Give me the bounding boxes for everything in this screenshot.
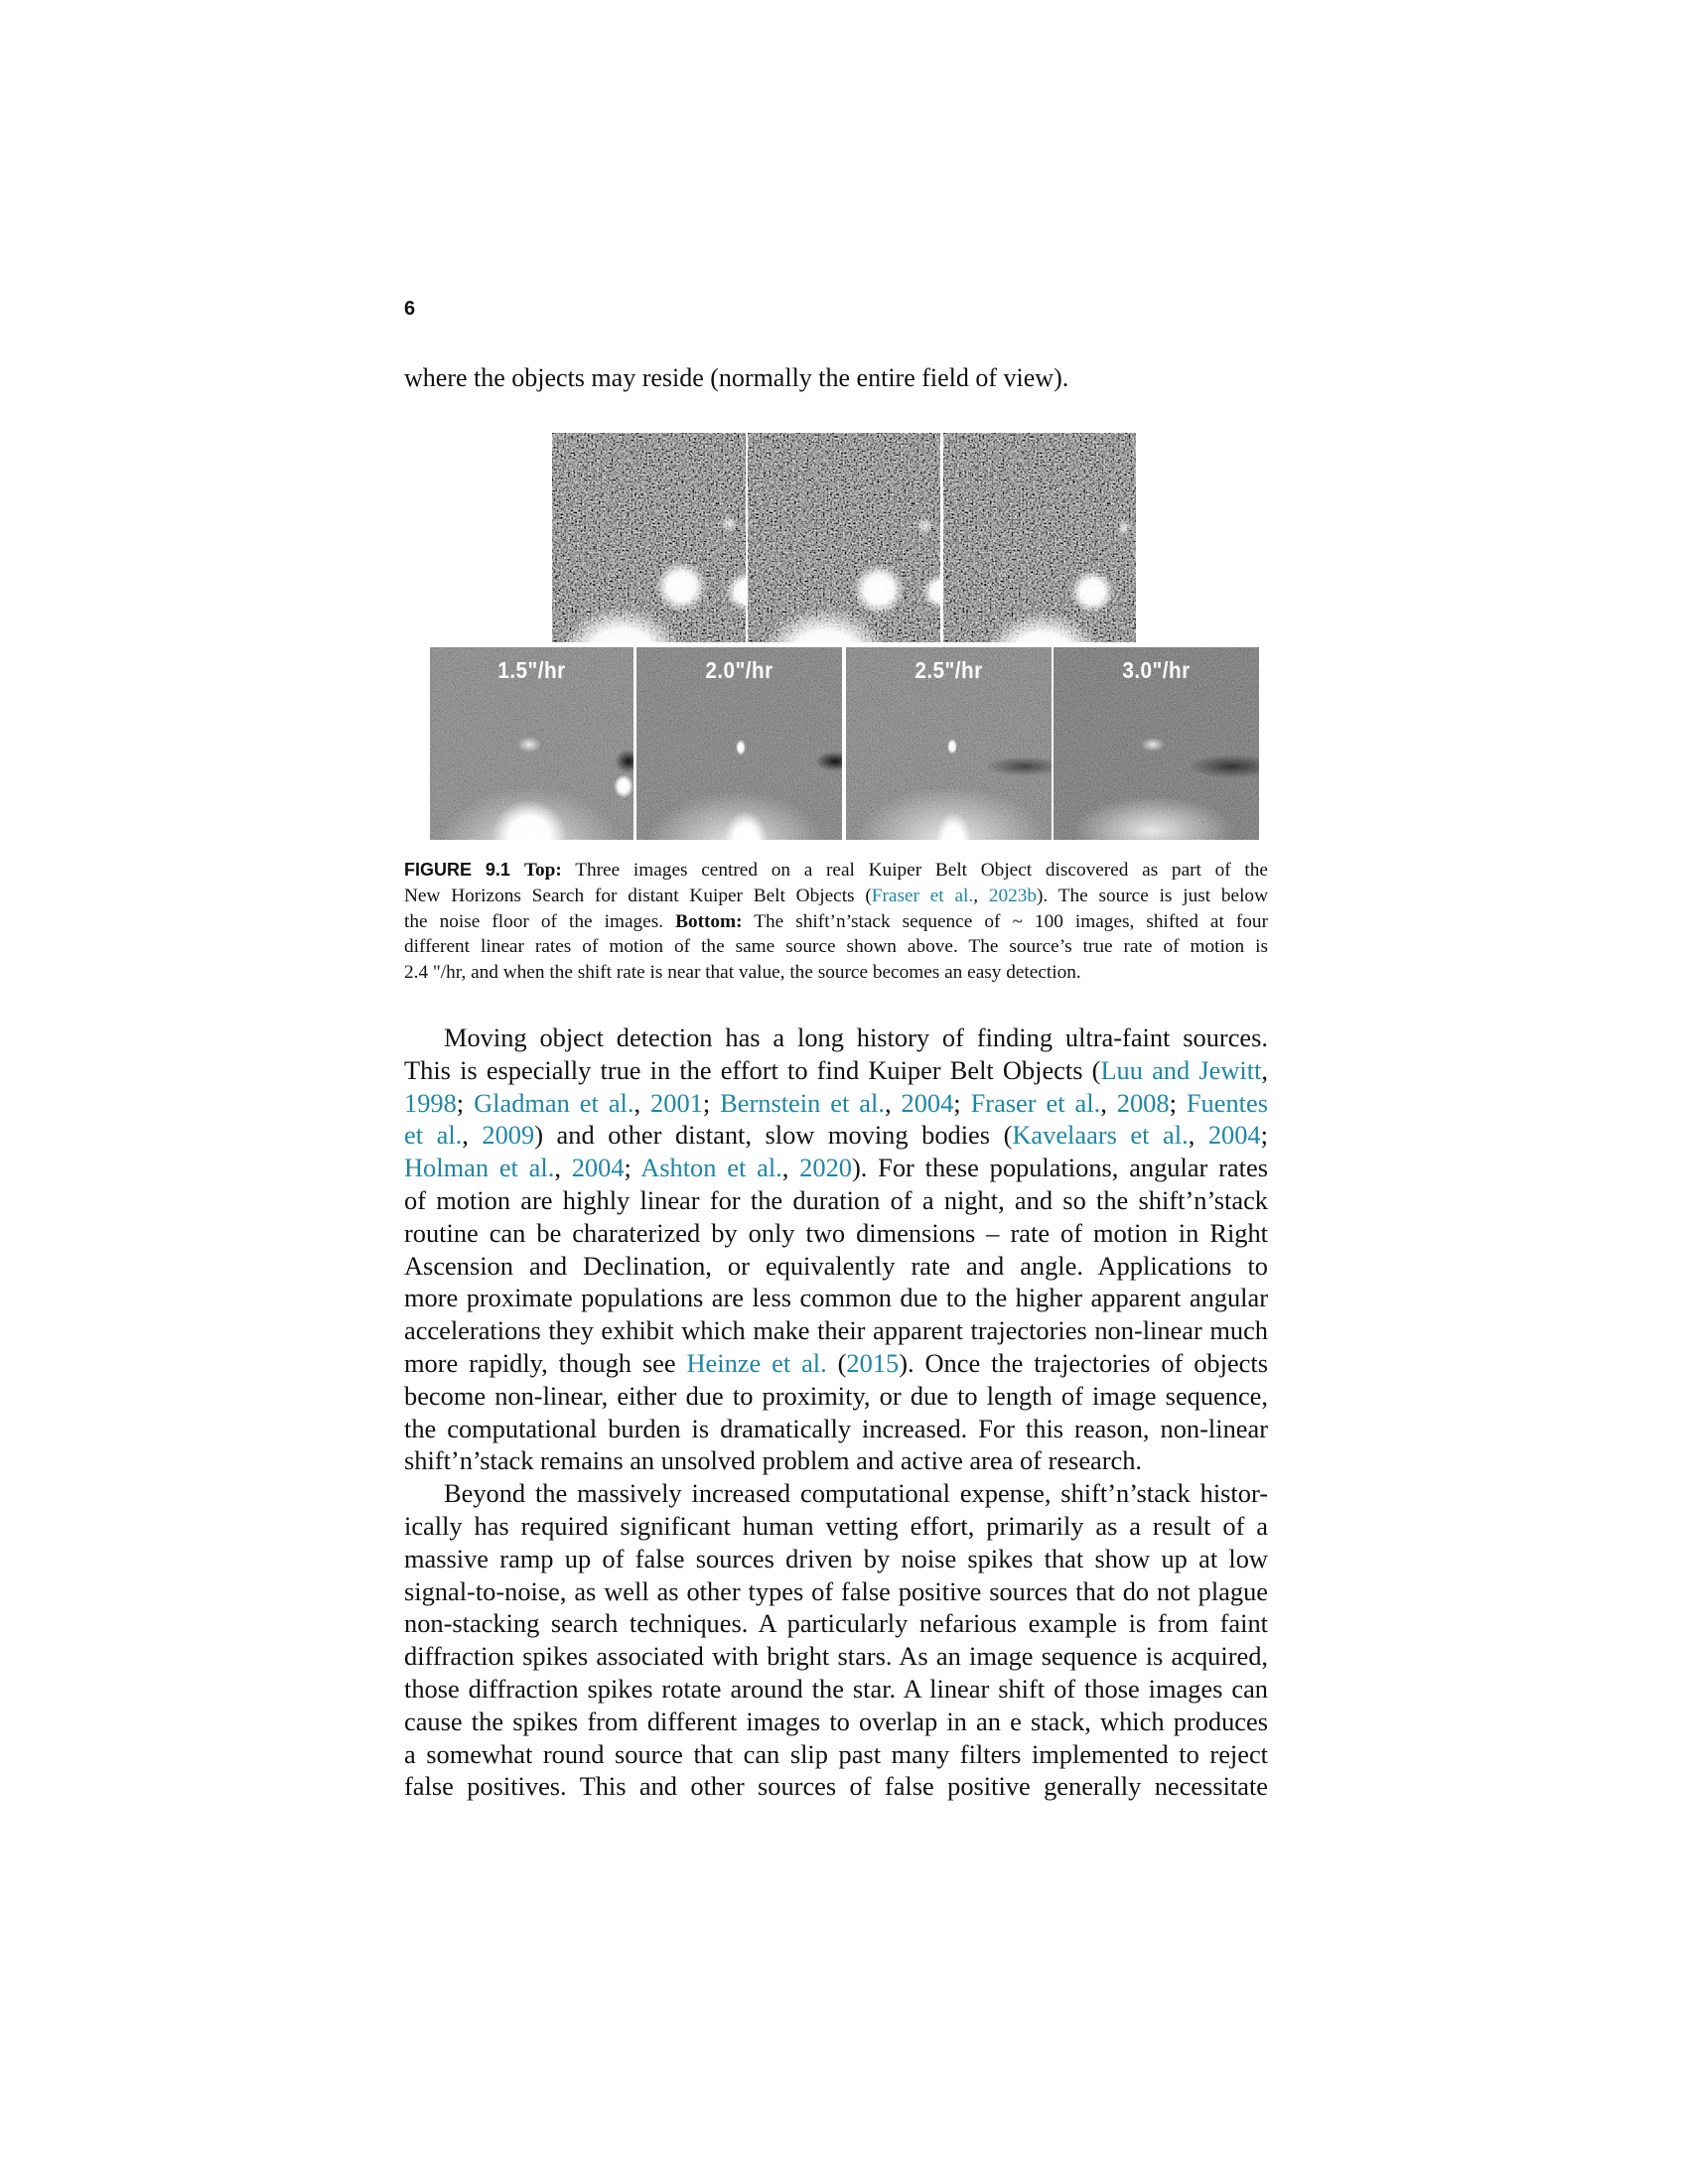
text-line: ically has required significant human vetting effort, primarily as a result of a <box>404 1510 1268 1541</box>
bottom-image-panel-3 <box>846 647 1052 840</box>
text-line: accelerations they exhibit which make their apparent trajectories non-linear much <box>404 1315 1268 1346</box>
bottom-image-panel-4 <box>1054 647 1259 840</box>
text-line: 1998; Gladman et al., 2001; Bernstein et al., 2004; Fraser et al., 2008; Fuentes <box>404 1087 1268 1118</box>
caption-line: 2.4 "/hr, and when the shift rate is near that value, the source becomes an easy detection. <box>404 962 1081 984</box>
citation-link[interactable]: Gladman et al. <box>474 1087 634 1118</box>
bottom-image-panel-1 <box>430 647 633 840</box>
text-line: Beyond the massively increased computational expense, shift’n’stack histor- <box>444 1478 1268 1509</box>
top-image-panel-3 <box>943 433 1136 642</box>
text-line: signal-to-noise, as well as other types of false positive sources that do not plague <box>404 1575 1268 1606</box>
text-line: This is especially true in the effort to find Kuiper Belt Objects (Luu and Jewitt, <box>404 1054 1268 1085</box>
rate-label: 2.5"/hr <box>914 657 983 683</box>
text-line: massive ramp up of false sources driven by noise spikes that show up at low <box>404 1543 1268 1573</box>
citation-link[interactable]: Bernstein et al. <box>720 1087 885 1118</box>
citation-link[interactable]: Kavelaars et al. <box>1012 1120 1189 1151</box>
citation-link[interactable]: Fraser et al. <box>970 1087 1101 1118</box>
caption-bottom-label: Bottom: <box>675 910 743 932</box>
caption-text: , <box>973 885 989 906</box>
citation-link[interactable]: Ashton et al. <box>640 1153 782 1183</box>
caption-line <box>404 858 1268 884</box>
citation-year-link[interactable]: 2015 <box>846 1347 900 1378</box>
text-line: become non-linear, either due to proximity, or due to length of image sequence, <box>404 1380 1268 1411</box>
text-line: more proximate populations are less common due to the higher apparent angular <box>404 1283 1268 1313</box>
top-image-panel-1 <box>552 433 746 642</box>
text-line: of motion are highly linear for the duration of a night, and so the shift’n’stack <box>404 1184 1268 1215</box>
paragraph-2 <box>404 1477 1268 1803</box>
citation-link[interactable]: Fraser et al. <box>871 885 974 906</box>
citation-link[interactable]: Luu and Jewitt <box>1100 1054 1262 1085</box>
bottom-image-panel-2 <box>636 647 842 840</box>
lead-line: where the objects may reside (normally the entire field of view). <box>404 363 1069 392</box>
text-line: a somewhat round source that can slip past many filters implemented to reject <box>404 1738 1268 1769</box>
text-line: the computational burden is dramatically increased. For this reason, non-linear <box>404 1413 1268 1443</box>
citation-link[interactable]: Heinze et al. <box>686 1347 827 1378</box>
citation-year-link[interactable]: 2023b <box>988 885 1038 906</box>
page-number: 6 <box>404 298 416 320</box>
star-field-image <box>943 433 1136 642</box>
top-image-panel-2 <box>748 433 940 642</box>
text-line: false positives. This and other sources of false positive generally necessitate <box>404 1771 1268 1802</box>
citation-year-link[interactable]: 2004 <box>1207 1120 1261 1151</box>
citation-year-link[interactable]: 2004 <box>571 1153 625 1183</box>
text-line: et al., 2009) and other distant, slow moving bodies (Kavelaars et al., 2004; <box>404 1120 1268 1151</box>
text-line: non-stacking search techniques. A particularly nefarious example is from faint <box>404 1608 1268 1639</box>
text-line: routine can be charaterized by only two dimensions – rate of motion in Right <box>404 1217 1268 1248</box>
caption-text: ). The source is just below <box>1037 885 1268 906</box>
body-text <box>404 1022 1268 1803</box>
text-line: more rapidly, though see Heinze et al. (2015). Once the trajectories of objects <box>404 1347 1268 1378</box>
star-field-image <box>748 433 940 642</box>
citation-year-link[interactable]: 2009 <box>482 1120 535 1151</box>
text-line: cause the spikes from different images to overlap in an e stack, which produces <box>404 1706 1268 1736</box>
rate-label: 3.0"/hr <box>1122 657 1191 683</box>
text-line: Moving object detection has a long history of finding ultra-faint sources. <box>444 1023 1268 1052</box>
rate-label: 1.5"/hr <box>497 657 566 683</box>
caption-line: different linear rates of motion of the same source shown above. The source’s true rate of motion is <box>404 936 1268 958</box>
paragraph-1 <box>404 1022 1268 1477</box>
figure-tag: FIGURE 9.1 <box>404 860 510 880</box>
text-line: diffraction spikes associated with bright stars. As an image sequence is acquired, <box>404 1641 1268 1672</box>
citation-year-link[interactable]: 2001 <box>650 1087 703 1118</box>
text-line: Ascension and Declination, or equivalently rate and angle. Applications to <box>404 1250 1268 1281</box>
rate-label: 2.0"/hr <box>705 657 774 683</box>
caption-text: The shift’n’stack sequence of ~ 100 images, shifted at four <box>754 910 1268 932</box>
text-line: Holman et al., 2004; Ashton et al., 2020). For these populations, angular rates <box>404 1153 1268 1183</box>
caption-text: Three images centred on a real Kuiper Belt Object discovered as part of the <box>575 860 1268 881</box>
text-line: shift’n’stack remains an unsolved problem and active area of research. <box>404 1445 1143 1476</box>
caption-top-label: Top: <box>523 860 562 881</box>
citation-link[interactable]: et al. <box>404 1120 463 1151</box>
caption-text: New Horizons Search for distant Kuiper Belt Objects ( <box>404 885 872 906</box>
star-field-image <box>552 433 746 642</box>
caption-text: the noise floor of the images. <box>404 910 664 932</box>
caption-line <box>404 909 1268 935</box>
figure-caption <box>404 858 1268 986</box>
citation-year-link[interactable]: 2020 <box>799 1153 852 1183</box>
text-line: those diffraction spikes rotate around the star. A linear shift of those images can <box>404 1673 1268 1704</box>
citation-link[interactable]: Holman et al. <box>404 1153 555 1183</box>
citation-year-link[interactable]: 1998 <box>404 1087 457 1118</box>
citation-year-link[interactable]: 2004 <box>901 1087 954 1118</box>
citation-year-link[interactable]: 2008 <box>1116 1087 1170 1118</box>
caption-line <box>404 884 1268 909</box>
citation-link[interactable]: Fuentes <box>1186 1087 1268 1118</box>
